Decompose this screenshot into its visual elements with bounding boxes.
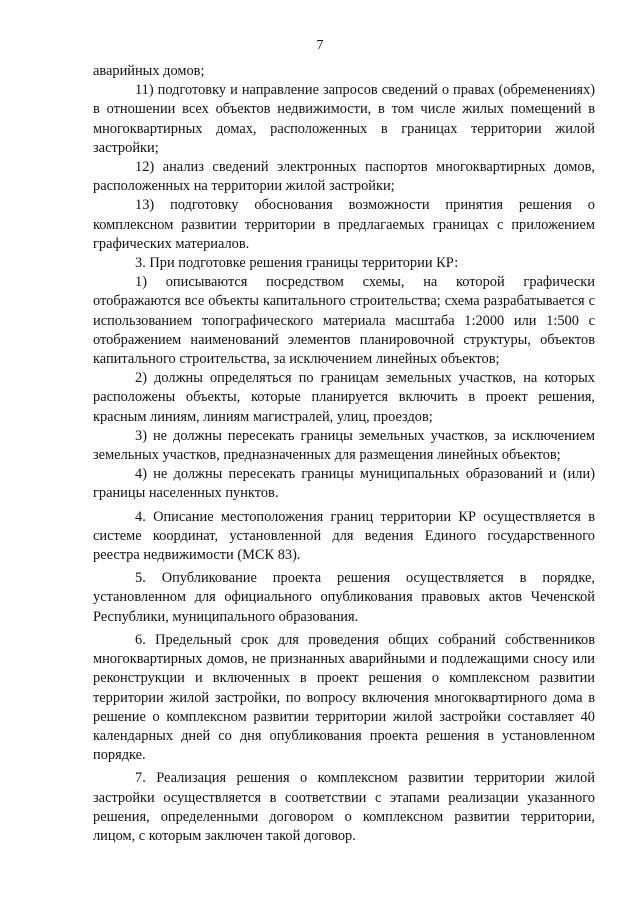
paragraph-section-3-item-1: 1) описываются посредством схемы, на которой графически отображаются все объекты капитального строительства; схема разрабатывается с использованием топографического материала масштаба 1:2000 или 1:500 с отображением наименований элементов планировочной структуры, объектов капитального строительства, за исключением линейных объектов; xyxy=(93,274,595,368)
paragraph-item-11: 11) подготовку и направление запросов сведений о правах (обременениях) в отношении всех объектов недвижимости, в том числе жилых помещений в многоквартирных домах, расположенных в границах территории жилой застройки; xyxy=(93,82,595,156)
paragraph-section-3: 3. При подготовке решения границы территории КР: xyxy=(135,255,459,272)
paragraph-item-13: 13) подготовку обоснования возможности принятия решения о комплексном развитии территории в предлагаемых границах с приложением графических материалов. xyxy=(93,197,595,252)
paragraph-section-6: 6. Предельный срок для проведения общих собраний собственников многоквартирных домов, не признанных аварийными и подлежащими сносу или реконструкции и включенных в проект решения о комплексном развитии территории жилой застройки, по вопросу включения многоквартирного дома в решение о комплексном развитии территории жилой застройки составляет 40 календарных дней со дня опубликования проекта решения в установленном порядке. xyxy=(93,631,595,764)
paragraph-section-4: 4. Описание местоположения границ территории КР осуществляется в системе координат, установленной для ведения Единого государственного реестра недвижимости (МСК 83). xyxy=(93,508,595,564)
document-body xyxy=(93,62,595,846)
paragraph-section-5: 5. Опубликование проекта решения осуществляется в порядке, установленном для официального опубликования правовых актов Чеченской Республики, муниципального образования. xyxy=(93,570,595,625)
paragraph-section-7: 7. Реализация решения о комплексном развитии территории жилой застройки осуществляется в соответствии с этапами реализации указанного решения, определенными договором о комплексном развитии территории, лицом, с которым заключен такой договор. xyxy=(93,770,595,844)
paragraph-section-3-item-3: 3) не должны пересекать границы земельных участков, за исключением земельных участков, предназначенных для размещения линейных объектов; xyxy=(93,427,595,464)
page-number: 7 xyxy=(316,38,324,53)
paragraph-section-3-item-2: 2) должны определяться по границам земельных участков, на которых расположены объекты, которые планируется включить в проект решения, красным линиям, линиям магистралей, улиц, проездов; xyxy=(93,370,595,425)
paragraph-continuation: аварийных домов; xyxy=(93,63,205,79)
paragraph-item-12: 12) анализ сведений электронных паспортов многоквартирных домов, расположенных на территории жилой застройки; xyxy=(93,159,595,195)
paragraph-section-3-item-4: 4) не должны пересекать границы муниципальных образований и (или) границы населенных пунктов. xyxy=(93,466,595,502)
